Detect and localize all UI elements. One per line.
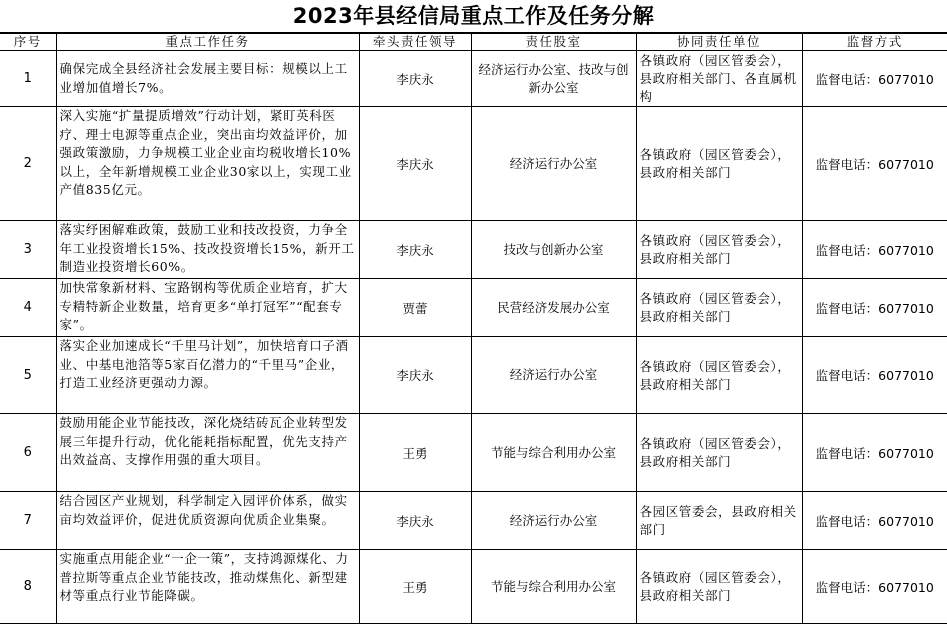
row-number: 4 — [0, 279, 56, 337]
table-row — [0, 51, 947, 107]
table-row — [0, 414, 947, 492]
row-number: 3 — [0, 221, 56, 279]
supervision-cell — [802, 337, 947, 414]
supervision-phone: 6077010 — [878, 445, 934, 461]
task-table — [0, 33, 947, 624]
supervision-label: 监督电话： — [815, 300, 879, 316]
table-row — [0, 337, 947, 414]
dept-cell: 节能与综合利用办公室 — [471, 414, 636, 492]
header-coop: 协同责任单位 — [636, 34, 802, 51]
lead-cell: 王勇 — [359, 550, 471, 624]
dept-cell: 民营经济发展办公室 — [471, 279, 636, 337]
dept-cell: 经济运行办公室 — [471, 107, 636, 221]
coop-cell: 各镇政府（园区管委会），县政府相关部门、各直属机构 — [636, 51, 802, 107]
coop-cell: 各镇政府（园区管委会），县政府相关部门 — [636, 414, 802, 492]
lead-cell: 李庆永 — [359, 492, 471, 550]
lead-cell: 贾蕾 — [359, 279, 471, 337]
row-number: 5 — [0, 337, 56, 414]
table-row — [0, 221, 947, 279]
header-supervision: 监督方式 — [802, 34, 947, 51]
supervision-phone: 6077010 — [878, 71, 934, 87]
coop-cell: 各镇政府（园区管委会），县政府相关部门 — [636, 107, 802, 221]
task-cell: 加快常象新材料、宝路钢构等优质企业培育，扩大专精特新企业数量，培育更多“单打冠军”“配套专家”。 — [56, 279, 359, 337]
coop-cell: 各镇政府（园区管委会），县政府相关部门 — [636, 550, 802, 624]
supervision-phone: 6077010 — [878, 513, 934, 529]
task-cell: 深入实施“扩量提质增效”行动计划，紧盯英科医疗、理士电源等重点企业，突出亩均效益评价，加强政策激励，力争规模工业企业亩均税收增长10%以上，全年新增规模工业企业30家以上，实现工业产值835亿元。 — [56, 107, 359, 221]
supervision-cell — [802, 279, 947, 337]
lead-cell: 李庆永 — [359, 337, 471, 414]
supervision-label: 监督电话： — [815, 156, 879, 172]
table-row — [0, 550, 947, 624]
supervision-cell — [802, 221, 947, 279]
row-number: 7 — [0, 492, 56, 550]
table-row — [0, 279, 947, 337]
header-dept: 责任股室 — [471, 34, 636, 51]
supervision-label: 监督电话： — [815, 579, 879, 595]
supervision-phone: 6077010 — [878, 368, 934, 383]
task-cell: 确保完成全县经济社会发展主要目标：规模以上工业增加值增长7%。 — [56, 51, 359, 107]
header-row — [0, 34, 947, 51]
coop-cell: 各园区管委会，县政府相关部门 — [636, 492, 802, 550]
supervision-label: 监督电话： — [815, 445, 879, 461]
dept-cell: 节能与综合利用办公室 — [471, 550, 636, 624]
lead-cell: 王勇 — [359, 414, 471, 492]
supervision-label: 监督电话： — [815, 242, 879, 258]
task-cell: 结合园区产业规划，科学制定入园评价体系，做实亩均效益评价，促进优质资源向优质企业集聚。 — [56, 492, 359, 550]
supervision-label: 监督电话： — [815, 513, 879, 529]
header-task: 重点工作任务 — [56, 34, 359, 51]
supervision-phone: 6077010 — [878, 579, 934, 595]
task-cell: 鼓励用能企业节能技改，深化烧结砖瓦企业转型发展三年提升行动，优化能耗指标配置，优先支持产出效益高、支撑作用强的重大项目。 — [56, 414, 359, 492]
supervision-label: 监督电话： — [815, 368, 879, 383]
supervision-cell — [802, 550, 947, 624]
supervision-cell — [802, 107, 947, 221]
task-cell: 落实纾困解难政策，鼓励工业和技改投资，力争全年工业投资增长15%、技改投资增长15%，新开工制造业投资增长60%。 — [56, 221, 359, 279]
row-number: 2 — [0, 107, 56, 221]
dept-cell: 经济运行办公室 — [471, 337, 636, 414]
supervision-phone: 6077010 — [878, 300, 934, 316]
row-number: 8 — [0, 550, 56, 624]
page-title: 2023年县经信局重点工作及任务分解 — [0, 0, 947, 33]
table-row — [0, 492, 947, 550]
row-number: 1 — [0, 51, 56, 107]
supervision-cell — [802, 414, 947, 492]
coop-cell: 各镇政府（园区管委会），县政府相关部门 — [636, 221, 802, 279]
supervision-cell — [802, 51, 947, 107]
supervision-phone: 6077010 — [878, 242, 934, 258]
coop-cell: 各镇政府（园区管委会），县政府相关部门 — [636, 337, 802, 414]
header-no: 序号 — [0, 34, 56, 51]
lead-cell: 李庆永 — [359, 107, 471, 221]
task-cell: 实施重点用能企业“一企一策”，支持鸿源煤化、力普拉斯等重点企业节能技改，推动煤焦化、新型建材等重点行业节能降碳。 — [56, 550, 359, 624]
dept-cell: 技改与创新办公室 — [471, 221, 636, 279]
dept-cell: 经济运行办公室 — [471, 492, 636, 550]
dept-cell: 经济运行办公室、技改与创新办公室 — [471, 51, 636, 107]
task-cell: 落实企业加速成长“千里马计划”，加快培育口子酒业、中基电池箔等5家百亿潜力的“千里马”企业，打造工业经济更强动力源。 — [56, 337, 359, 414]
table-row — [0, 107, 947, 221]
supervision-phone: 6077010 — [878, 156, 934, 172]
row-number: 6 — [0, 414, 56, 492]
header-lead: 牵头责任领导 — [359, 34, 471, 51]
supervision-cell — [802, 492, 947, 550]
coop-cell: 各镇政府（园区管委会），县政府相关部门 — [636, 279, 802, 337]
supervision-label: 监督电话： — [815, 71, 879, 87]
lead-cell: 李庆永 — [359, 51, 471, 107]
lead-cell: 李庆永 — [359, 221, 471, 279]
